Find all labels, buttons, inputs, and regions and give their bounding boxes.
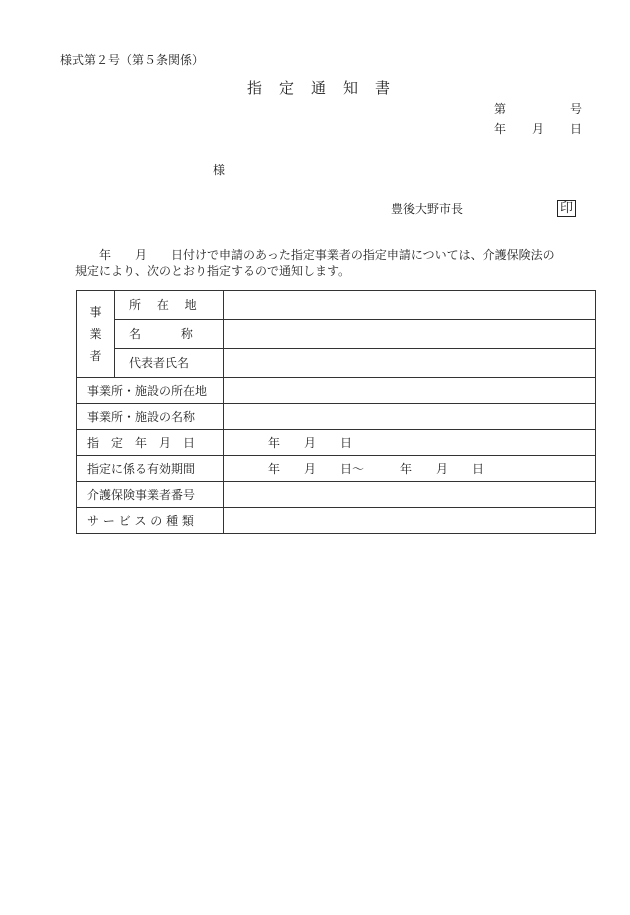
number-suffix: 号 — [570, 102, 583, 116]
addressee-honorific: 様 — [213, 163, 226, 177]
label-representative: 代表者氏名 — [115, 349, 224, 378]
value-representative — [224, 349, 596, 378]
table-row — [77, 404, 596, 430]
number-prefix: 第 — [494, 102, 507, 116]
value-location — [224, 291, 596, 320]
group-label-char: 業 — [89, 327, 102, 341]
value-designation-date: 年 月 日 — [224, 430, 596, 456]
label-designation-date: 指 定 年 月 日 — [77, 430, 224, 456]
table-row — [77, 291, 596, 320]
form-number: 様式第２号（第５条関係） — [60, 53, 205, 67]
group-label-char: 者 — [89, 349, 102, 363]
label-name: 名 称 — [115, 320, 224, 349]
value-name — [224, 320, 596, 349]
issue-date-day: 日 — [570, 122, 583, 136]
table-row — [77, 508, 596, 534]
table-row — [77, 430, 596, 456]
table-row — [77, 456, 596, 482]
label-facility-location: 事業所・施設の所在地 — [77, 378, 224, 404]
label-provider-number: 介護保険事業者番号 — [77, 482, 224, 508]
issue-date-month: 月 — [532, 122, 545, 136]
value-validity-period: 年 月 日～ 年 月 日 — [224, 456, 596, 482]
label-service-type: サ ー ビ ス の 種 類 — [77, 508, 224, 534]
value-facility-name — [224, 404, 596, 430]
value-facility-location — [224, 378, 596, 404]
label-location: 所 在 地 — [115, 291, 224, 320]
value-service-type — [224, 508, 596, 534]
body-text-line-1: 年 月 日付けで申請のあった指定事業者の指定申請については、介護保険法の — [75, 248, 555, 262]
designation-table — [76, 290, 596, 534]
document-title: 指定通知書 — [247, 79, 408, 97]
value-provider-number — [224, 482, 596, 508]
group-label-char: 事 — [89, 305, 102, 319]
body-text-line-2: 規定により、次のとおり指定するので通知します。 — [75, 264, 351, 278]
table-row — [77, 320, 596, 349]
table-row — [77, 482, 596, 508]
label-validity-period: 指定に係る有効期間 — [77, 456, 224, 482]
issue-date-year: 年 — [494, 122, 507, 136]
table-row — [77, 349, 596, 378]
table-row — [77, 378, 596, 404]
label-facility-name: 事業所・施設の名称 — [77, 404, 224, 430]
issuer-name: 豊後大野市長 — [391, 202, 464, 216]
business-operator-group-label — [77, 291, 115, 378]
seal-mark: 印 — [557, 200, 576, 217]
